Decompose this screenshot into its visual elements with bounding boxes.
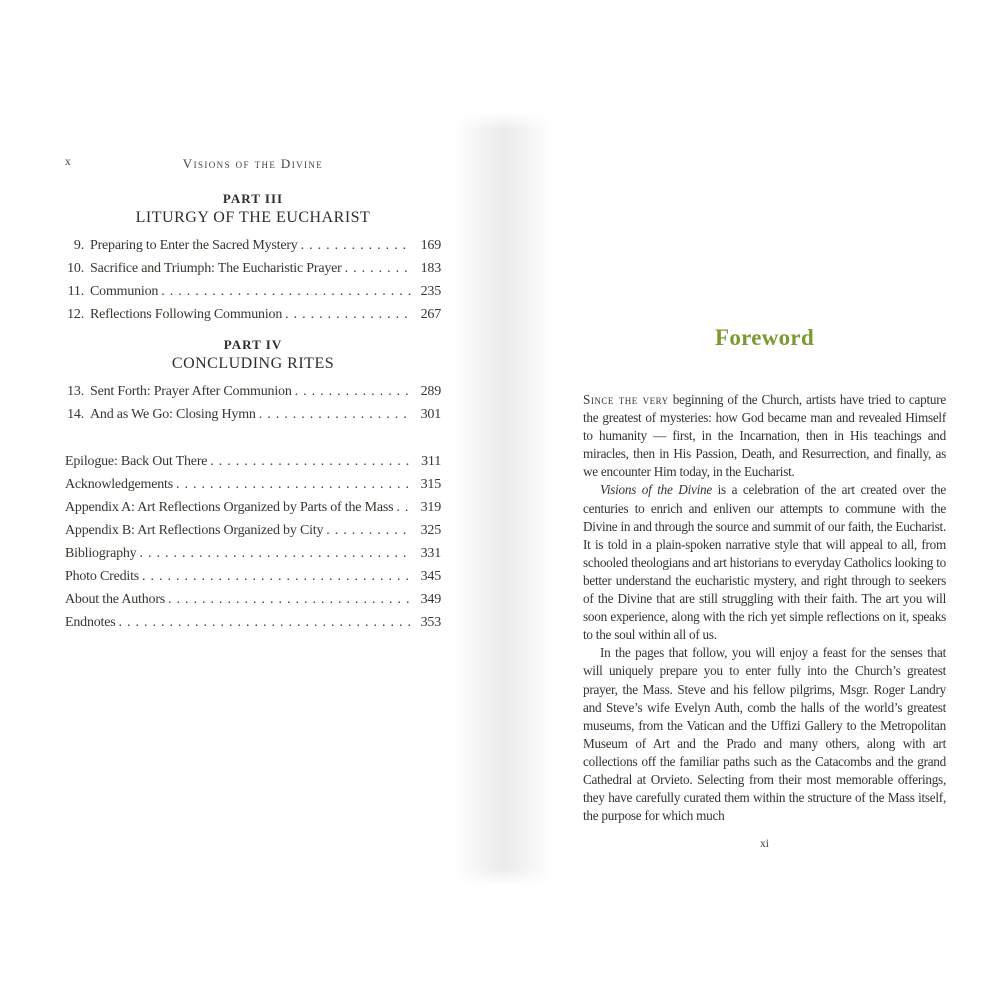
leader-dots [210,450,412,473]
leader-dots [168,588,412,611]
running-title: Visions of the Divine [182,156,324,171]
page-header [65,156,441,172]
toc-row [65,450,441,473]
toc-row [65,473,441,496]
entry-page-number: 353 [420,615,441,630]
left-page [65,156,441,634]
part-label: PART IV [223,337,283,352]
entry-page-number: 169 [420,238,441,253]
foreword-paragraph: In the pages that follow, you will enjoy a feast for the senses that will uniquely prepare you to enter fully into the Church’s greatest prayer, the Mass. Steve and his fellow pilgrims, Msgr. Roger Landry and Steve’s wife Evelyn Auth, comb the halls of the world’s greatest museums, from the Vatican and the Uffizi Gallery to the Metropolitan Museum of Art and the Prado and many others, along with art collections off the familiar paths such as the Catacombs and the grand Cathedral at Orvieto. Selecting from their most memorable offerings, they have carefully curated them within the structure of the Mass itself, the purpose for which much [583,645,946,824]
foreword-body [583,391,946,825]
leader-dots [259,403,412,426]
entry-title: And as We Go: Closing Hymn [90,407,256,422]
right-page [583,0,946,1000]
part-title: CONCLUDING RITES [171,355,335,372]
chapter-number: 11. [67,284,84,299]
foreword-paragraph: Visions of the Divine is a celebration of the art created over the centuries to enrich and enliven our attempts to commune with the Divine in and through the source and summit of our faith, the Eucharist. It is told in a plain-spoken narrative style that will appeal to all, from schooled theologians and art historians to everyday Catholics looking to better understand the eucharistic mystery, and right through to seekers of the Divine that are still struggling with their faith. The art you will soon experience, along with the rich yet simple reflections on it, speaks to the soul within all of us. [583,482,946,643]
leader-dots [119,611,412,634]
entry-title: Epilogue: Back Out There [65,454,208,469]
leader-dots [295,380,412,403]
toc-row [65,542,441,565]
entry-title: About the Authors [65,592,166,607]
toc-row [65,380,441,403]
toc-row [65,303,441,326]
entry-title: Acknowledgements [65,477,173,492]
toc-row [65,588,441,611]
entry-title: Reflections Following Communion [90,307,283,322]
chapter-number: 10. [67,261,84,276]
entry-page-number: 267 [420,307,441,322]
leader-dots [161,280,412,303]
leader-dots [176,473,412,496]
book-title-italic: Visions of the Divine [600,482,712,498]
entry-title: Sent Forth: Prayer After Communion [90,384,292,399]
entry-page-number: 331 [420,546,441,561]
entry-title: Appendix A: Art Reflections Organized by Parts of the Mass [65,500,394,515]
entry-page-number: 235 [420,284,441,299]
entry-title: Communion [90,284,159,299]
entry-page-number: 315 [420,477,441,492]
entry-page-number: 349 [420,592,441,607]
opening-phrase: Since the very [583,392,669,407]
leader-dots [142,565,412,588]
entry-page-number: 345 [420,569,441,584]
toc-row [65,403,441,426]
leader-dots [326,519,412,542]
toc-section [65,336,441,426]
leader-dots [345,257,412,280]
entry-page-number: 183 [420,261,441,276]
chapter-number: 9. [73,238,84,253]
entry-page-number: 325 [420,523,441,538]
toc-entries [65,234,441,326]
toc-row [65,280,441,303]
entry-page-number: 301 [420,407,441,422]
toc-back-matter [65,450,441,634]
toc-sections [65,190,441,426]
leader-dots [301,234,412,257]
entry-title: Preparing to Enter the Sacred Mystery [90,238,298,253]
toc-row [65,496,441,519]
foreword-title: Foreword [714,325,815,350]
folio-right: xi [760,838,769,850]
chapter-number: 12. [67,307,84,322]
leader-dots [139,542,412,565]
toc-row [65,565,441,588]
entry-page-number: 319 [420,500,441,515]
leader-dots [396,496,412,519]
folio-left: x [65,156,71,168]
toc-row [65,234,441,257]
entry-title: Photo Credits [65,569,140,584]
chapter-number: 13. [67,384,84,399]
entry-title: Sacrifice and Triumph: The Eucharistic Prayer [90,261,342,276]
part-label: PART III [222,191,284,206]
entry-page-number: 289 [420,384,441,399]
foreword-paragraph: Since the very beginning of the Church, artists have tried to capture the greatest of mysteries: how God became man and revealed Himself to humanity — first, in the Incarnation, then in His teachings and miracles, then in His Passion, Death, and Resurrection, and finally, as we encounter Him today, in the Eucharist. [583,392,946,480]
toc-section [65,190,441,326]
entry-title: Appendix B: Art Reflections Organized by City [65,523,324,538]
chapter-number: 14. [67,407,84,422]
toc-entries [65,380,441,426]
table-of-contents [65,190,441,634]
toc-row [65,611,441,634]
toc-row [65,519,441,542]
leader-dots [285,303,412,326]
entry-page-number: 311 [421,454,441,469]
entry-title: Endnotes [65,615,116,630]
page-gutter-shadow [452,112,552,886]
toc-row [65,257,441,280]
part-title: LITURGY OF THE EUCHARIST [135,209,371,226]
entry-title: Bibliography [65,546,137,561]
